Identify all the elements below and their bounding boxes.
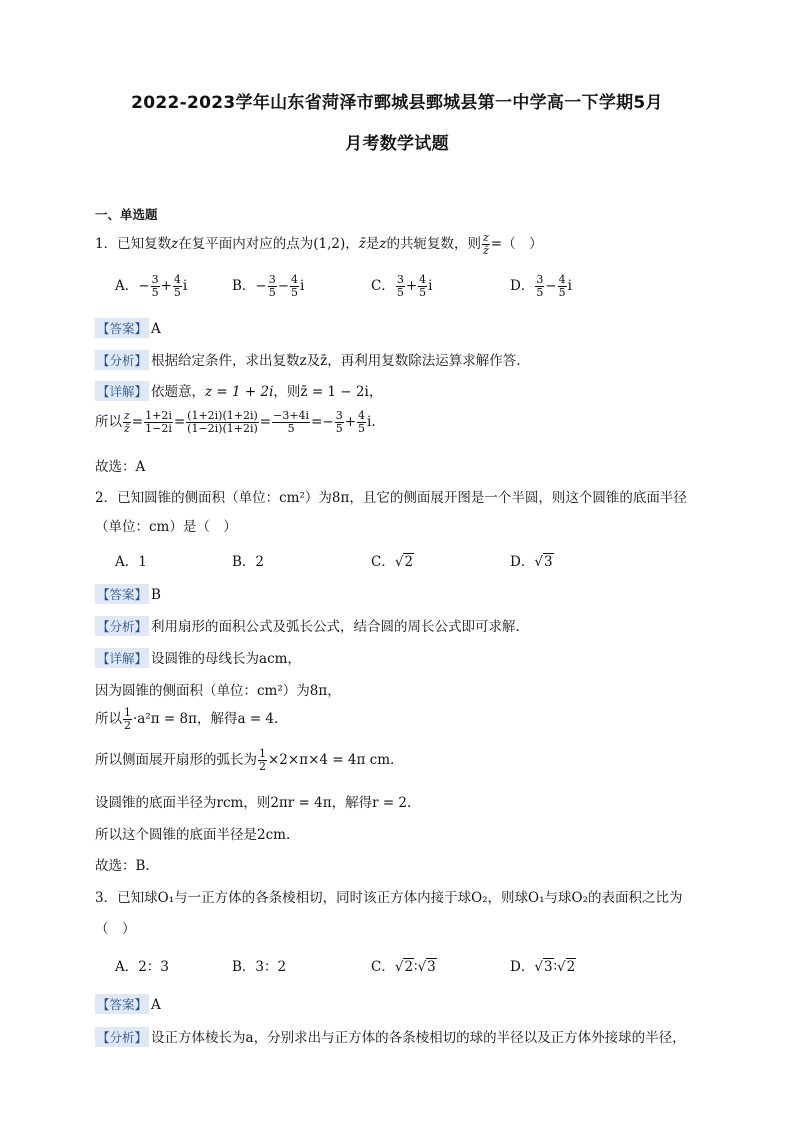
q1-stem: 1．已知复数z在复平面内对应的点为(1,2)，z̄是z的共轭复数，则 $\frac{z}{z̄}$ =（ ） [95,231,543,257]
q1-conclusion: 故选：A [95,459,146,475]
detail-tag: 【详解】 [95,381,149,401]
q2-option-d: D．√3 [510,554,553,570]
q1-analysis: 【分析】 根据给定条件，求出复数z及z̄，再利用复数除法运算求解作答. [95,349,521,370]
analysis-tag: 【分析】 [95,1027,149,1047]
q2-stem-line1: 2．已知圆锥的侧面积（单位：cm²）为8π，且它的侧面展开图是一个半圆，则这个圆锥的底面半径 [95,490,687,506]
q2-detail-line-a: 因为圆锥的侧面积（单位：cm²）为8π， [95,683,341,699]
q1-option-b: B．− $\frac{3}{5}$ − $\frac{4}{5}$ i [232,273,305,299]
document-title-line1: 2022-2023学年山东省菏泽市鄄城县鄄城县第一中学高一下学期5月 [131,93,663,113]
q1-option-a: A．− $\frac{3}{5}$ + $\frac{4}{5}$ i [115,273,188,299]
document-title-line2: 月考数学试题 [345,134,449,154]
q2-option-a: A．1 [115,554,147,570]
q2-answer: 【答案】 B [95,584,161,604]
detail-tag: 【详解】 [95,648,149,668]
analysis-tag: 【分析】 [95,350,149,370]
q2-stem-line2: （单位：cm）是（ ） [95,519,237,535]
q3-stem-line1: 3．已知球O₁与一正方体的各条棱相切，同时该正方体内接于球O₂，则球O₁与球O₂的表面积之比为 [95,890,683,906]
q2-detail-line-c: 所以侧面展开扇形的弧长为 $\frac{1}{2}$ ×2×π×4 = 4π cm. [95,747,395,773]
q2-detail-line-b: 所以 $\frac{1}{2}$ ·a²π = 8π，解得a = 4. [95,706,279,732]
analysis-tag: 【分析】 [95,616,149,636]
q3-analysis: 【分析】 设正方体棱长为a，分别求出与正方体的各条棱相切的球的半径以及正方体外接球的半径， [95,1026,686,1047]
q2-option-c: C．√2 [371,554,414,570]
q3-option-a: A．2：3 [115,959,169,975]
q2-option-b: B．2 [232,554,265,570]
answer-tag: 【答案】 [95,318,149,338]
q2-detail-line-e: 所以这个圆锥的底面半径是2cm. [95,827,291,843]
q1-option-c: C． $\frac{3}{5}$ + $\frac{4}{5}$ i [371,273,433,299]
q3-answer: 【答案】 A [95,994,161,1014]
q2-detail-line-d: 设圆锥的底面半径为rcm，则2πr = 4π，解得r = 2. [95,795,412,811]
q3-option-b: B．3：2 [232,959,287,975]
q1-answer: 【答案】 A [95,318,161,338]
q2-detail: 【详解】 设圆锥的母线长为acm， [95,647,301,668]
q3-option-c: C．√2∶√3 [371,959,436,975]
answer-tag: 【答案】 [95,584,149,604]
q1-detail: 【详解】 依题意，z = 1 + 2i，则z̄ = 1 − 2i， [95,380,382,401]
section-heading: 一、单选题 [95,207,158,222]
q2-analysis: 【分析】 利用扇形的面积公式及弧长公式，结合圆的周长公式即可求解. [95,615,520,636]
q3-stem-line2: （ ） [95,921,136,937]
q2-conclusion: 故选：B. [95,858,150,874]
q1-option-d: D． $\frac{3}{5}$ − $\frac{4}{5}$ i [510,273,572,299]
q3-option-d: D．√3∶√2 [510,959,576,975]
answer-tag: 【答案】 [95,994,149,1014]
q1-calculation: 所以 $\frac{z}{z̄}$ = $\frac{1+2i}{1-2i}$ = $\frac{(1+2i)(1+2i)}{(1-2i)(1+2i)}$ = $\frac{-3+4i}{5}$ =− $\frac{3}{5}$ + $\frac{4}{5}$ i. [95,409,376,435]
